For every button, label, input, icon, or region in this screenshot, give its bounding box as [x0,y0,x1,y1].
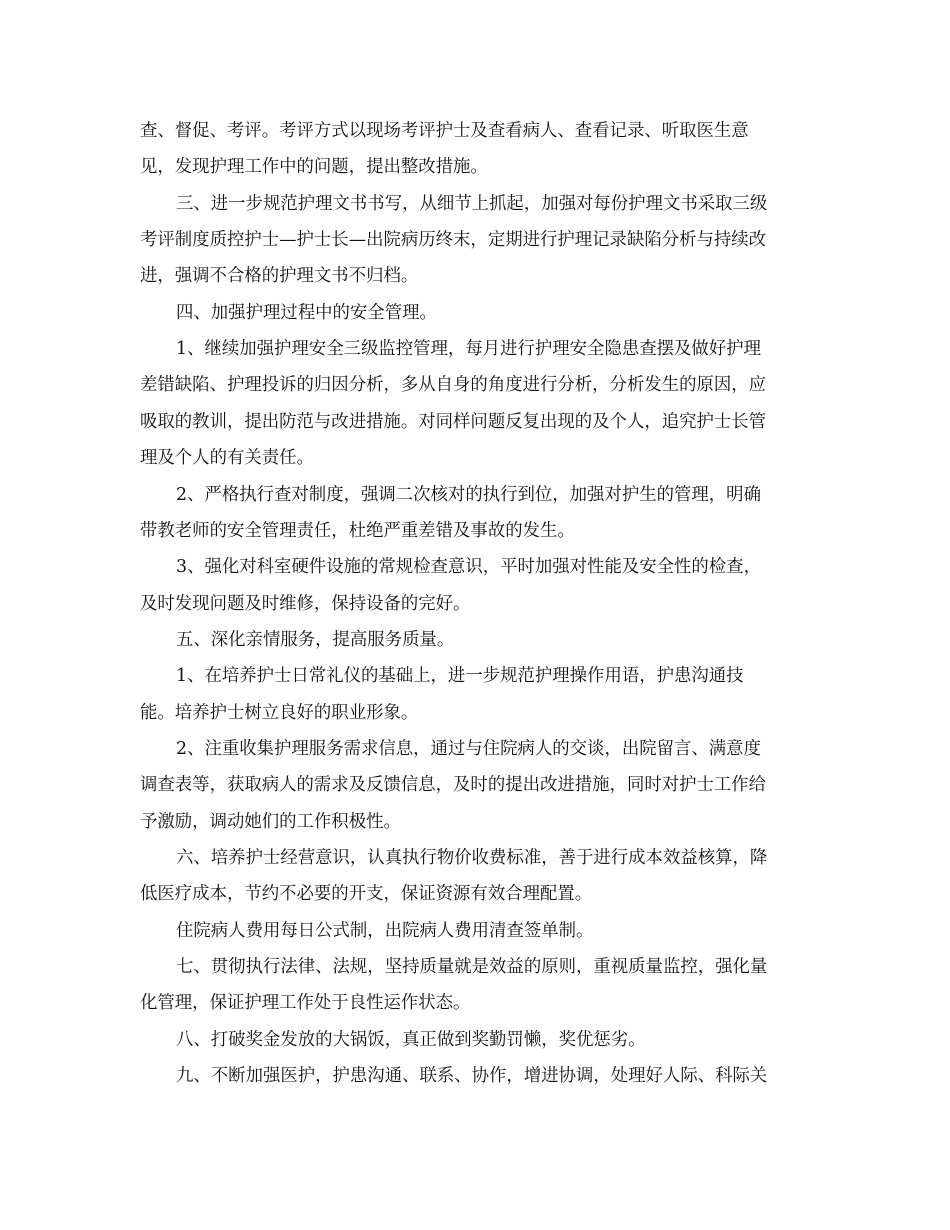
text-line: 查、督促、考评。考评方式以现场考评护士及查看病人、查看记录、听取医生意 [140,121,749,141]
text-line: 1、在培养护士日常礼仪的基础上，进一步规范护理操作用语，护患沟通技 [176,666,744,686]
text-line: 进，强调不合格的护理文书不归档。 [140,266,419,286]
text-line: 七、贯彻执行法律、法规，坚持质量就是效益的原则，重视质量监控，强化量 [176,957,768,977]
text-line: 带教老师的安全管理责任，杜绝严重差错及事故的发生。 [140,521,575,541]
text-line: 五、深化亲情服务，提高服务质量。 [176,630,455,650]
text-line: 考评制度质控护士—护士长—出院病历终末，定期进行护理记录缺陷分析与持续改 [140,230,767,250]
text-line: 差错缺陷、护理投诉的归因分析，多从自身的角度进行分析，分析发生的原因，应 [140,375,767,395]
text-line: 九、不断加强医护，护患沟通、联系、协作，增进协调，处理好人际、科际关 [176,1066,768,1086]
text-line: 住院病人费用每日公式制，出院病人费用清查签单制。 [176,921,594,941]
text-line: 能。培养护士树立良好的职业形象。 [140,703,419,723]
text-line: 予激励，调动她们的工作积极性。 [140,812,401,832]
text-line: 2、严格执行查对制度，强调二次核对的执行到位，加强对护生的管理，明确 [176,485,761,505]
text-line: 见，发现护理工作中的问题，提出整改措施。 [140,157,488,177]
text-line: 六、培养护士经营意识，认真执行物价收费标准，善于进行成本效益核算，降 [176,848,768,868]
text-line: 三、进一步规范护理文书书写，从细节上抓起，加强对每份护理文书采取三级 [176,194,768,214]
text-line: 化管理，保证护理工作处于良性运作状态。 [140,993,471,1013]
text-line: 四、加强护理过程中的安全管理。 [176,303,437,323]
text-line: 八、打破奖金发放的大锅饭，真正做到奖勤罚懒，奖优惩劣。 [176,1030,646,1050]
text-line: 调查表等，获取病人的需求及反馈信息，及时的提出改进措施，同时对护士工作给 [140,775,767,795]
text-line: 3、强化对科室硬件设施的常规检查意识，平时加强对性能及安全性的检查， [176,557,761,577]
text-line: 及时发现问题及时维修，保持设备的完好。 [140,594,471,614]
text-line: 2、注重收集护理服务需求信息，通过与住院病人的交谈，出院留言、满意度 [176,739,761,759]
text-line: 理及个人的有关责任。 [140,448,314,468]
text-line: 低医疗成本，节约不必要的开支，保证资源有效合理配置。 [140,884,593,904]
text-line: 吸取的教训，提出防范与改进措施。对同样问题反复出现的及个人，追究护士长管 [140,412,767,432]
text-line: 1、继续加强护理安全三级监控管理，每月进行护理安全隐患查摆及做好护理 [176,339,761,359]
